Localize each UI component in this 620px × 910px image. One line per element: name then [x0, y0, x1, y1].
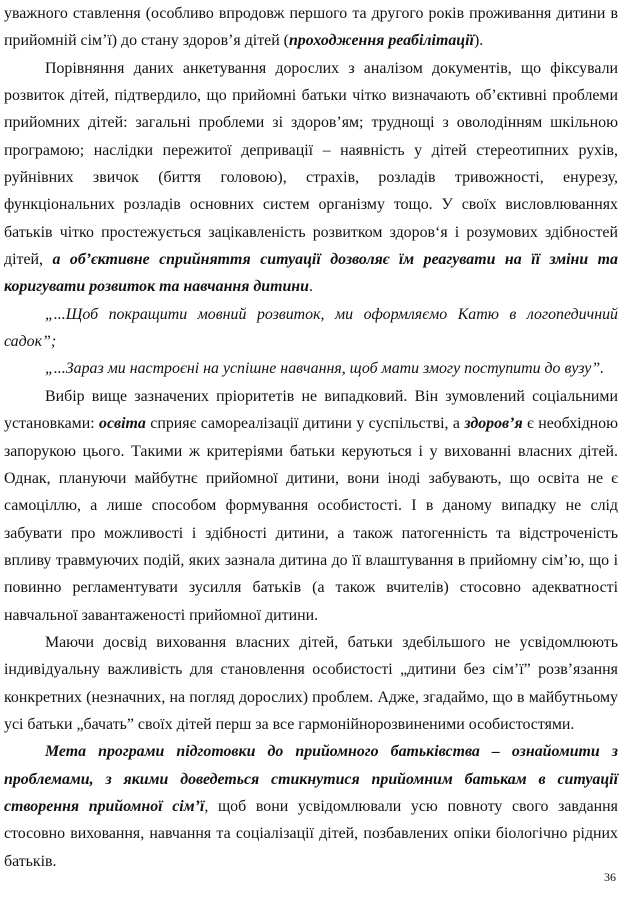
page-number: 36 [604, 870, 616, 884]
paragraph-2-text: Порівняння даних анкетування дорослих з аналізом документів, що фіксували розвиток дітей, підтвердило, що прийомні батьки чітко визначають об’єктивні проблеми прийомних дітей: загальні проблеми зі здоров’ям; труднощі з оволодінням шкільною програмою; наслідки пережитої депривації – наявність у дітей стереотипних рухів, руйнівних звичок (биття головою), страхів, розладів тривожності, енурезу, функціональних розладів основних систем організму тощо. У своїх висловлюваннях батьків чітко простежується зацікавленість розвитком здоров‘я і розумових здібностей дітей, [4, 59, 618, 269]
paragraph-2-emphasis: а об’єктивне сприйняття ситуації дозволяє їм реагувати на її зміни та коригувати розвиток та навчання дитини [4, 251, 618, 296]
paragraph-5-emphasis: Мета програми підготовки до прийомного батьківства – ознайомити з проблемами, з якими доведеться стикнутися прийомним батькам в ситуації створення прийомної сім’ї [4, 743, 618, 815]
paragraph-1 [4, 0, 618, 55]
paragraph-3 [4, 383, 618, 629]
paragraph-3-middle: сприяє самореалізації дитини у суспільстві, а [145, 415, 465, 433]
paragraph-1-emphasis: проходження реабілітації [288, 32, 474, 50]
paragraph-1-end: ). [473, 32, 484, 50]
paragraph-3-health: здоров’я [464, 415, 523, 433]
paragraph-5 [4, 738, 618, 875]
paragraph-3-text: Вибір вище зазначених пріоритетів не випадковий. Він зумовлений соціальними установками: [4, 387, 618, 433]
quote-1: „...Щоб покращити мовний розвиток, ми оформляємо Катю в логопедичний садок”; [4, 305, 618, 351]
quote-2: „...Зараз ми настроєні на успішне навчання, щоб мати змогу поступити до вузу”. [45, 360, 605, 378]
paragraph-4: Маючи досвід виховання власних дітей, батьки здебільшого не усвідомлюють індивідуальну важливість для становлення особистості „дитини без сім’ї” розв’язання конкретних (незначних, на погляд дорослих) проблем. Адже, згадаймо, що в майбутньому усі батьки „бачать” своїх дітей перш за все гармонійнорозвиненими особистостями. [4, 633, 618, 733]
paragraph-1-text: уважного ставлення (особливо впродовж першого та другого років проживання дитини в прийомній сім’ї) до стану здоров’я дітей ( [4, 5, 618, 50]
page-content [4, 0, 618, 875]
paragraph-3-education: освіта [99, 415, 146, 433]
paragraph-2-end: . [308, 278, 313, 296]
paragraph-3-rest: є необхідною запорукою цього. Такими ж критеріями батьки керуються і у вихованні власних дітей. Однак, плануючи майбутнє прийомної дитини, вони іноді забувають, що освіта не є самоціллю, а лише способом формування особистості. І в даному випадку не слід забувати про можливості і здібності дитини, а також патогенність та відстроченість впливу травмуючих подій, яких зазнала дитина до її влаштування в прийомну сім’ю, що і повинно регламентувати зусилля батьків (а також вчителів) стосовно адекватності навчальної завантаженості прийомної дитини. [4, 415, 618, 624]
paragraph-2 [4, 55, 618, 301]
paragraph-5-text: , щоб вони усвідомлювали усю повноту свого завдання стосовно виховання, навчання та соціалізації дітей, позбавлених опіки біологічно рідних батьків. [4, 797, 618, 870]
